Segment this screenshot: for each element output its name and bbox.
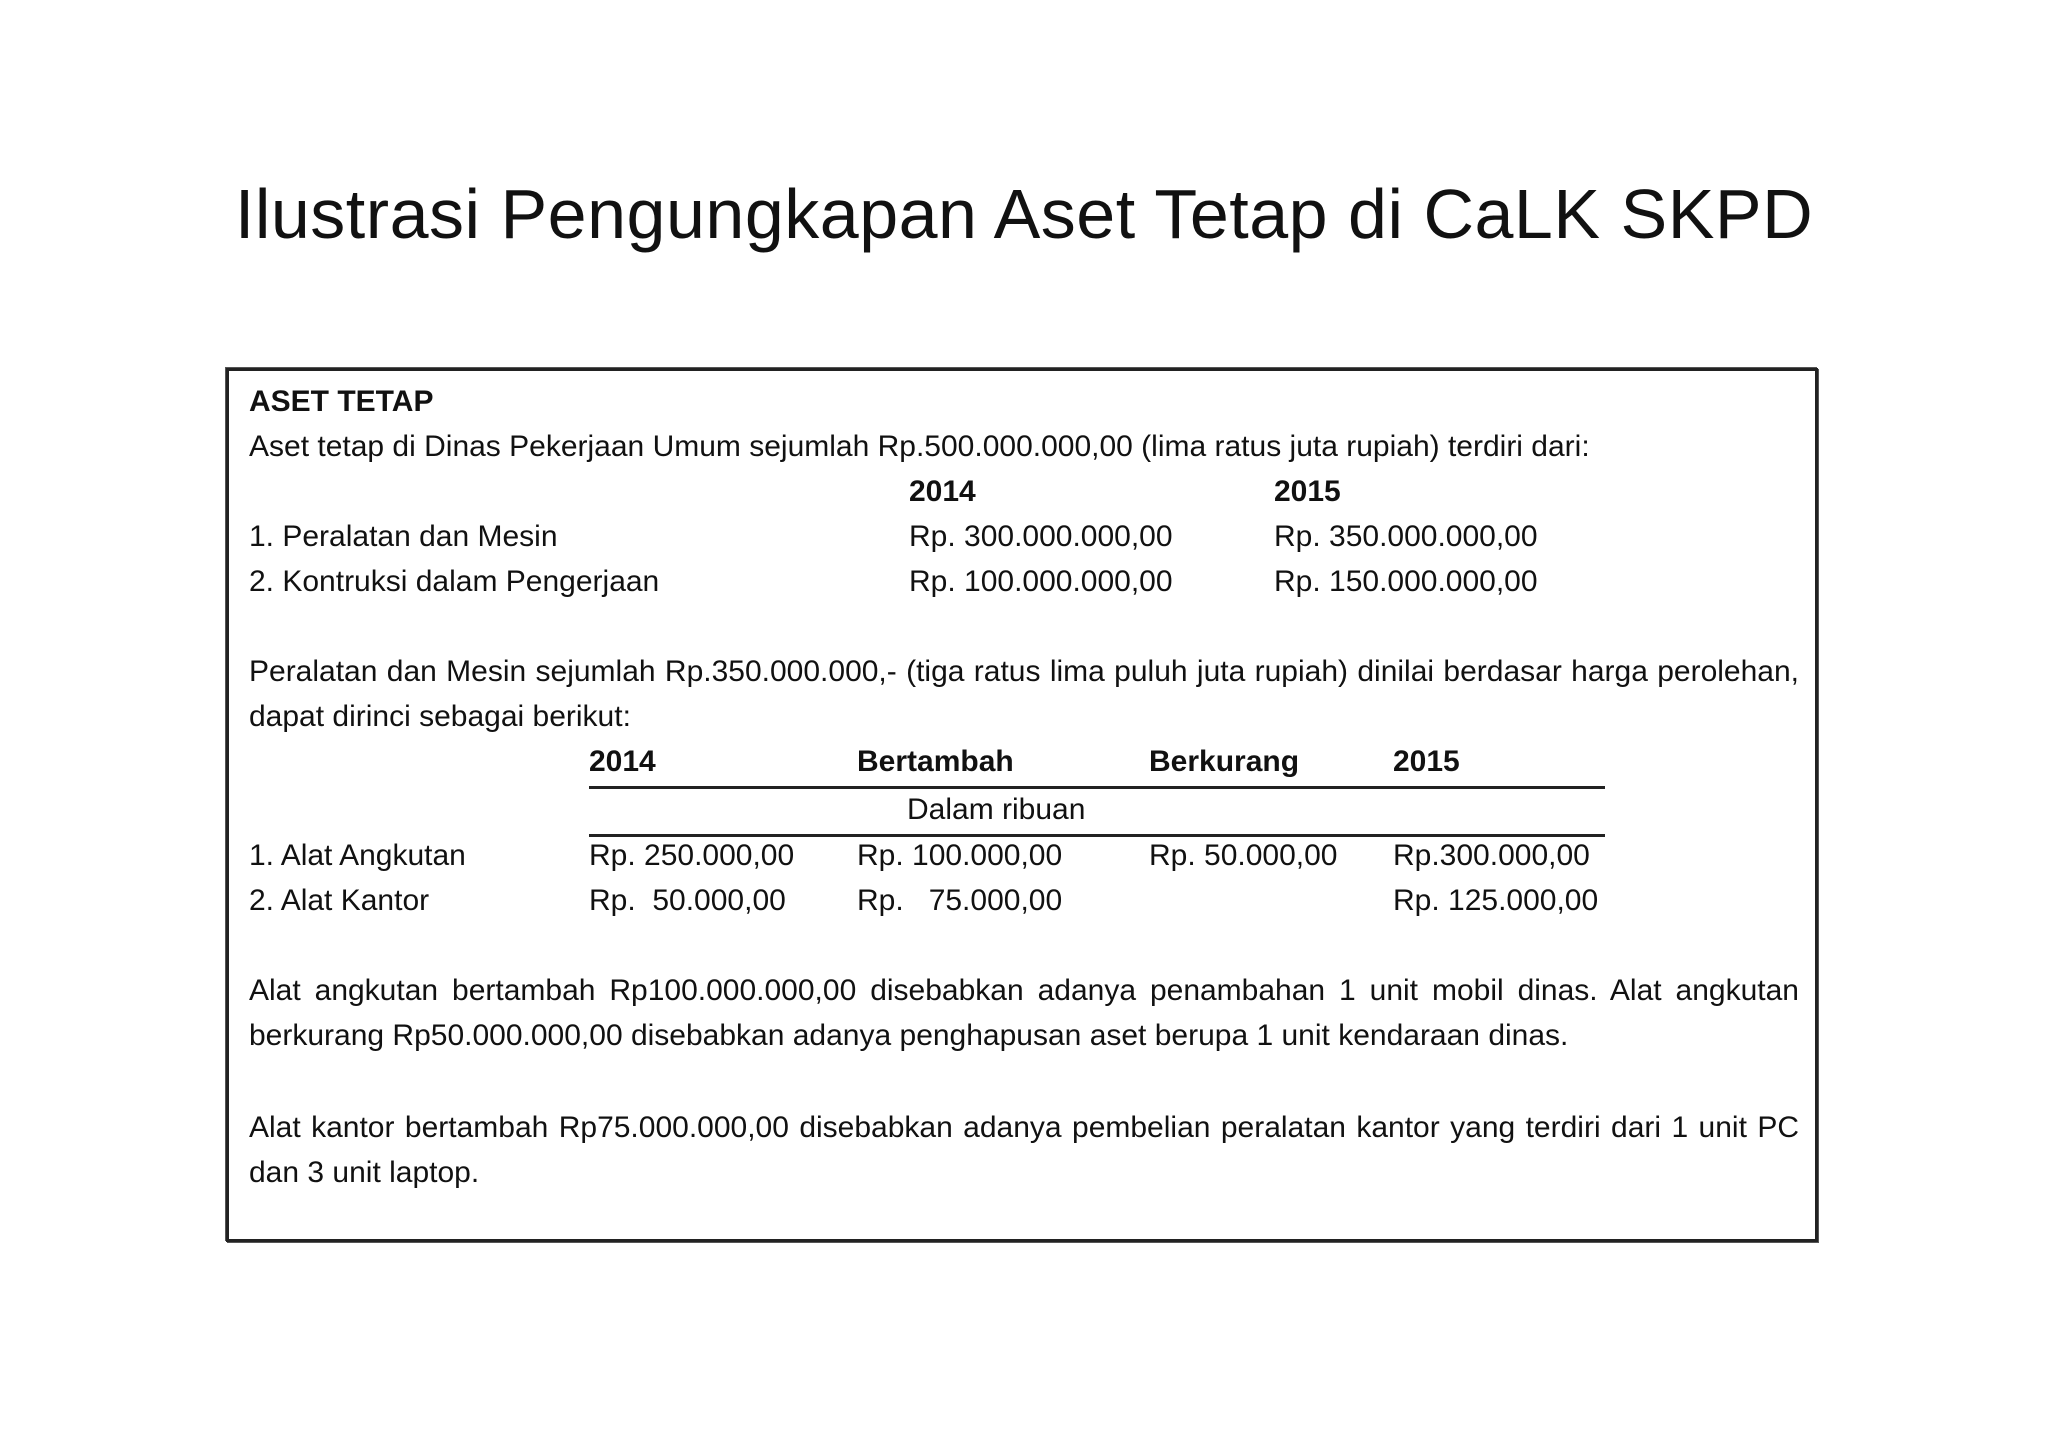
table2-header-2014: 2014 xyxy=(589,745,656,778)
table1-row-value-2015: Rp. 350.000.000,00 xyxy=(1274,520,1538,553)
table2-row-value-bertambah: Rp. 75.000,00 xyxy=(857,884,1063,917)
vehicle-paragraph: Alat angkutan bertambah Rp100.000.000,00 disebabkan adanya penambahan 1 unit mobil dinas. Alat angkutan berkurang Rp50.000.000,00 disebabkan adanya penghapusan aset berupa 1 unit kendaraan dinas. xyxy=(249,974,1799,1052)
table2-header-bertambah: Bertambah xyxy=(857,745,1014,778)
intro-text: Aset tetap di Dinas Pekerjaan Umum sejumlah Rp.500.000.000,00 (lima ratus juta rupiah) terdiri dari: xyxy=(249,430,1590,463)
section-heading: ASET TETAP xyxy=(249,385,434,418)
table2-header-rule xyxy=(589,786,1605,789)
table2-header-2015: 2015 xyxy=(1393,745,1460,778)
page-title: Ilustrasi Pengungkapan Aset Tetap di CaLK SKPD xyxy=(234,175,1814,253)
table2-row-value-bertambah: Rp. 100.000,00 xyxy=(857,839,1063,872)
asset-disclosure-box xyxy=(226,368,1818,1242)
table2-row-value-berkurang: Rp. 50.000,00 xyxy=(1149,839,1338,872)
table2-row-label: 2. Alat Kantor xyxy=(249,884,430,917)
table2-row-value-2015: Rp. 125.000,00 xyxy=(1393,884,1599,917)
equipment-paragraph: Peralatan dan Mesin sejumlah Rp.350.000.000,- (tiga ratus lima puluh juta rupiah) dinilai berdasar harga perolehan, dapat dirinci sebagai berikut: xyxy=(249,655,1799,733)
table2-row-value-2014: Rp. 50.000,00 xyxy=(589,884,786,917)
table1-row-value-2015: Rp. 150.000.000,00 xyxy=(1274,565,1538,598)
table2-row-label: 1. Alat Angkutan xyxy=(249,839,466,872)
table1-row-label: 2. Kontruksi dalam Pengerjaan xyxy=(249,565,660,598)
table2-unit-note: Dalam ribuan xyxy=(907,793,1086,826)
table2-header-berkurang: Berkurang xyxy=(1149,745,1300,778)
table1-row-value-2014: Rp. 100.000.000,00 xyxy=(909,565,1173,598)
table1-header-2015: 2015 xyxy=(1274,475,1341,508)
table2-row-value-2015: Rp.300.000,00 xyxy=(1393,839,1590,872)
table1-row-label: 1. Peralatan dan Mesin xyxy=(249,520,558,553)
table1-row-value-2014: Rp. 300.000.000,00 xyxy=(909,520,1173,553)
table1-header-2014: 2014 xyxy=(909,475,976,508)
office-equipment-paragraph: Alat kantor bertambah Rp75.000.000,00 disebabkan adanya pembelian peralatan kantor yang terdiri dari 1 unit PC dan 3 unit laptop. xyxy=(249,1111,1799,1189)
table2-row-value-2014: Rp. 250.000,00 xyxy=(589,839,795,872)
